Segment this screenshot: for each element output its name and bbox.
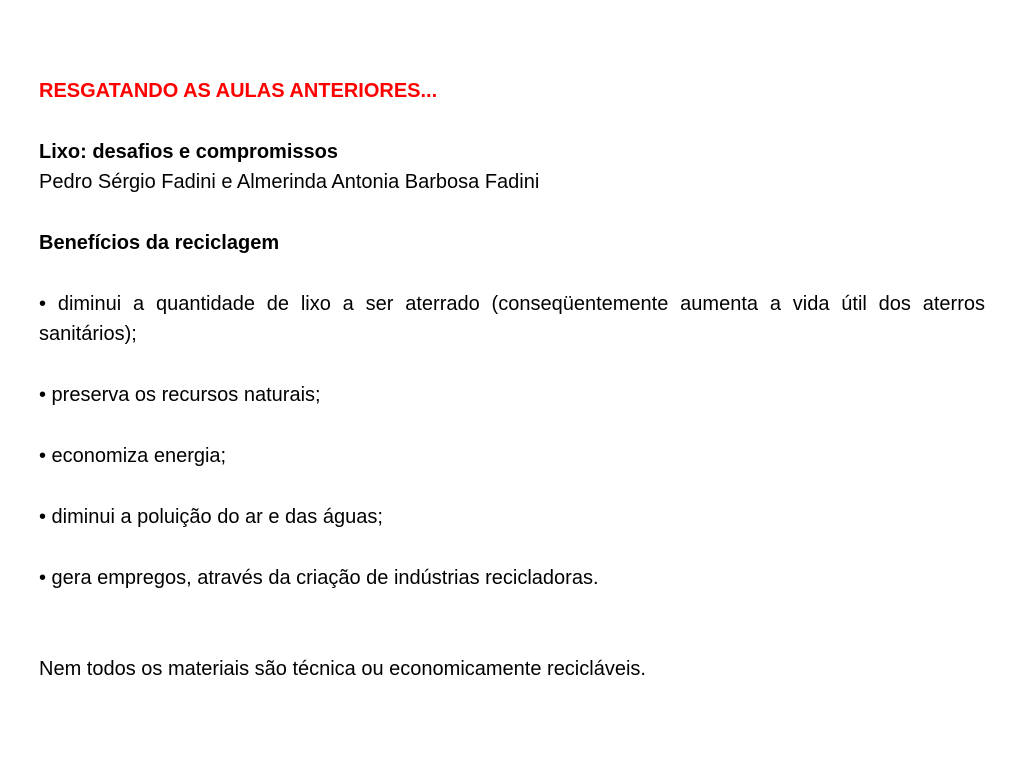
spacer	[39, 197, 985, 228]
spacer	[39, 471, 985, 502]
spacer	[39, 532, 985, 563]
spacer	[39, 593, 985, 654]
benefit-item-jobs: • gera empregos, através da criação de indústrias recicladoras.	[39, 567, 599, 589]
book-authors: Pedro Sérgio Fadini e Almerinda Antonia Barbosa Fadini	[39, 171, 540, 193]
slide-content	[39, 76, 985, 684]
spacer	[39, 410, 985, 441]
benefit-item-pollution: • diminui a poluição do ar e das águas;	[39, 506, 383, 528]
spacer	[39, 349, 985, 380]
benefit-item-resources: • preserva os recursos naturais;	[39, 384, 321, 406]
recap-heading: RESGATANDO AS AULAS ANTERIORES...	[39, 80, 438, 102]
spacer	[39, 258, 985, 289]
benefit-item-energy: • economiza energia;	[39, 445, 227, 467]
book-title: Lixo: desafios e compromissos	[39, 141, 338, 163]
benefits-heading: Benefícios da reciclagem	[39, 232, 280, 254]
closing-note: Nem todos os materiais são técnica ou economicamente recicláveis.	[39, 658, 646, 680]
benefit-item-waste: • diminui a quantidade de lixo a ser aterrado (conseqüentemente aumenta a vida útil dos aterros sanitários);	[39, 293, 985, 345]
spacer	[39, 106, 985, 137]
